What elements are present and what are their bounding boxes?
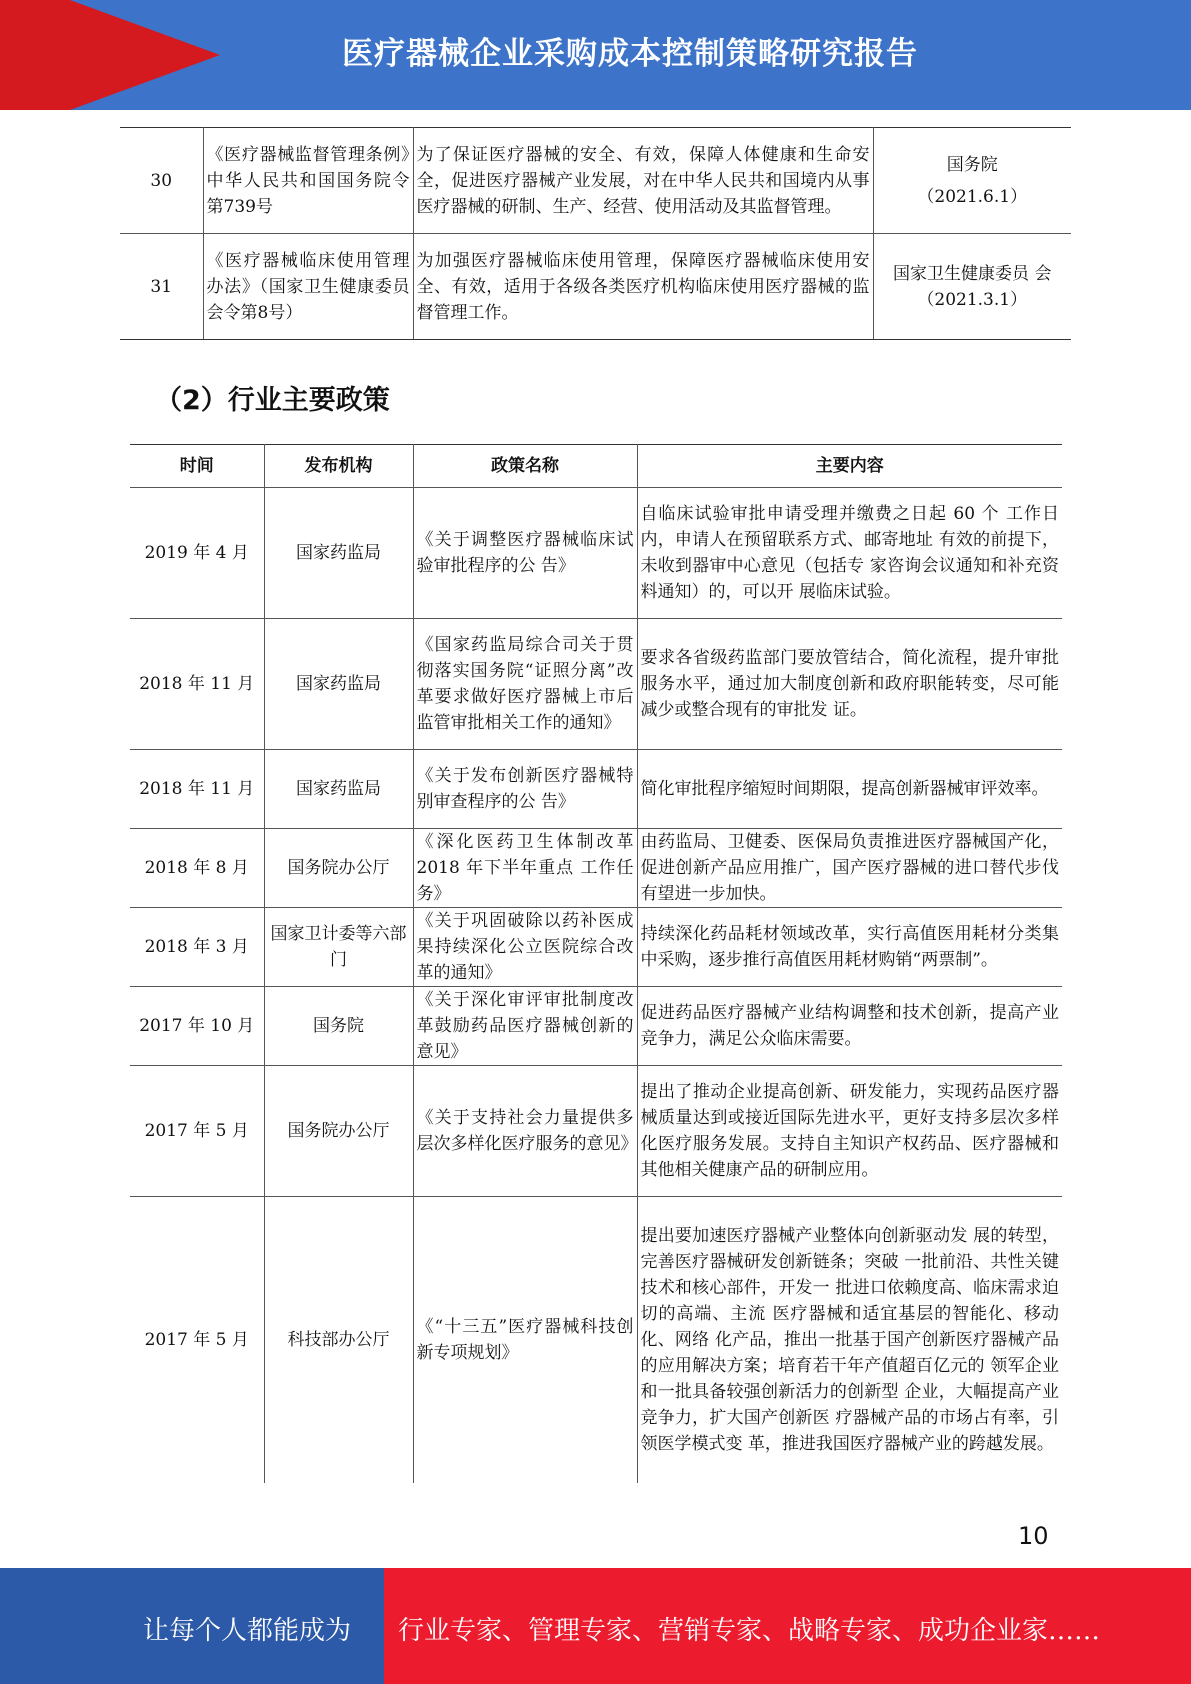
table-row xyxy=(130,987,1062,1066)
header-time: 时间 xyxy=(130,445,264,488)
regulation-agency-cell xyxy=(873,234,1071,340)
regulation-content: 为了保证医疗器械的安全、有效，保障人体健康和生命安全，促进医疗器械产业发展，对在中华人民共和国境内从事医疗器械的研制、生产、经营、使用活动及其监督管理。 xyxy=(413,128,873,234)
policy-name: 《“十三五”医疗器械科技创新专项规划》 xyxy=(413,1197,637,1483)
footer-right-text: 行业专家、管理专家、营销专家、战略专家、成功企业家…… xyxy=(398,1616,1101,1646)
header-policy: 政策名称 xyxy=(413,445,637,488)
regulation-table xyxy=(120,127,1071,340)
table-row xyxy=(130,619,1062,750)
regulation-agency: 国务院 xyxy=(946,154,998,175)
header-red-arrow xyxy=(70,0,220,110)
policy-time: 2018 年 11 月 xyxy=(130,619,264,750)
report-title: 医疗器械企业采购成本控制策略研究报告 xyxy=(342,36,918,72)
policy-org: 科技部办公厅 xyxy=(264,1197,413,1483)
policy-time: 2017 年 5 月 xyxy=(130,1066,264,1197)
header-org: 发布机构 xyxy=(264,445,413,488)
section-title: （2）行业主要政策 xyxy=(155,385,390,416)
table-row xyxy=(130,750,1062,829)
policy-org: 国家药监局 xyxy=(264,750,413,829)
policy-org: 国务院办公厅 xyxy=(264,829,413,908)
footer-left-text: 让每个人都能成为 xyxy=(143,1616,352,1646)
policy-content: 简化审批程序缩短时间期限，提高创新器械审评效率。 xyxy=(637,750,1062,829)
policy-content: 自临床试验审批申请受理并缴费之日起 60 个 工作日内，申请人在预留联系方式、邮寄地址 有效的前提下，未收到器审中心意见（包括专 家咨询会议通知和补充资料通知）的，可以开 展临床试验。 xyxy=(637,488,1062,619)
page-header xyxy=(0,0,1191,110)
policy-content: 由药监局、卫健委、医保局负责推进医疗器械国产化，促进创新产品应用推广，国产医疗器械的进口替代步伐有望进一步加快。 xyxy=(637,829,1062,908)
table-row xyxy=(120,234,1071,340)
table-header-row xyxy=(130,445,1062,488)
page-footer xyxy=(0,1568,1191,1684)
policy-content: 提出了推动企业提高创新、研发能力，实现药品医疗器械质量达到或接近国际先进水平，更好支持多层次多样化医疗服务发展。支持自主知识产权药品、医疗器械和其他相关健康产品的研制应用。 xyxy=(637,1066,1062,1197)
table-row xyxy=(130,829,1062,908)
policy-time: 2018 年 3 月 xyxy=(130,908,264,987)
policy-name: 《关于发布创新医疗器械特别审查程序的公 告》 xyxy=(413,750,637,829)
policy-name: 《关于巩固破除以药补医成果持续深化公立医院综合改革的通知》 xyxy=(413,908,637,987)
regulation-date: （2021.6.1） xyxy=(917,186,1028,207)
row-number: 31 xyxy=(120,234,203,340)
policy-org: 国务院 xyxy=(264,987,413,1066)
table-row xyxy=(130,908,1062,987)
regulation-agency: 国家卫生健康委员 会 xyxy=(893,263,1052,284)
policy-time: 2019 年 4 月 xyxy=(130,488,264,619)
header-red-block xyxy=(0,0,70,110)
policy-name: 《关于支持社会力量提供多层次多样化医疗服务的意见》 xyxy=(413,1066,637,1197)
table-row xyxy=(130,1197,1062,1483)
policy-name: 《深化医药卫生体制改革 2018 年下半年重点 工作任务》 xyxy=(413,829,637,908)
policy-org: 国家卫计委等六部门 xyxy=(264,908,413,987)
table-row xyxy=(130,1066,1062,1197)
policy-content: 促进药品医疗器械产业结构调整和技术创新，提高产业竞争力，满足公众临床需要。 xyxy=(637,987,1062,1066)
row-number: 30 xyxy=(120,128,203,234)
policy-content: 提出要加速医疗器械产业整体向创新驱动发 展的转型，完善医疗器械研发创新链条；突破 一批前沿、共性关键技术和核心部件，开发一 批进口依赖度高、临床需求迫切的高端、主流 医疗器械和适宜基层的智能化、移动化、网络 化产品，推出一批基于国产创新医疗器械产品 的应用解决方案；培育若干年产值超百亿元的 领军企业和一批具备较强创新活力的创新型 企业，大幅提高产业竞争力，扩大国产创新医 疗器械产品的市场占有率，引领医学模式变 革，推进我国医疗器械产业的跨越发展。 xyxy=(637,1197,1062,1483)
policy-name: 《关于调整医疗器械临床试验审批程序的公 告》 xyxy=(413,488,637,619)
policy-org: 国务院办公厅 xyxy=(264,1066,413,1197)
policy-table xyxy=(130,444,1062,1483)
policy-org: 国家药监局 xyxy=(264,488,413,619)
regulation-agency-cell xyxy=(873,128,1071,234)
policy-org: 国家药监局 xyxy=(264,619,413,750)
table-row xyxy=(120,128,1071,234)
policy-name: 《国家药监局综合司关于贯彻落实国务院“证照分离”改革要求做好医疗器械上市后监管审批相关工作的通知》 xyxy=(413,619,637,750)
policy-time: 2017 年 10 月 xyxy=(130,987,264,1066)
policy-content: 要求各省级药监部门要放管结合，简化流程，提升审批服务水平，通过加大制度创新和政府职能转变，尽可能减少或整合现有的审批发 证。 xyxy=(637,619,1062,750)
policy-time: 2017 年 5 月 xyxy=(130,1197,264,1483)
policy-time: 2018 年 8 月 xyxy=(130,829,264,908)
header-content: 主要内容 xyxy=(637,445,1062,488)
policy-content: 持续深化药品耗材领域改革，实行高值医用耗材分类集中采购，逐步推行高值医用耗材购销“两票制”。 xyxy=(637,908,1062,987)
regulation-name: 《医疗器械监督管理条例》中华人民共和国国务院令第739号 xyxy=(203,128,413,234)
regulation-date: （2021.3.1） xyxy=(917,289,1028,310)
regulation-content: 为加强医疗器械临床使用管理，保障医疗器械临床使用安全、有效，适用于各级各类医疗机构临床使用医疗器械的监督管理工作。 xyxy=(413,234,873,340)
policy-name: 《关于深化审评审批制度改革鼓励药品医疗器械创新的意见》 xyxy=(413,987,637,1066)
regulation-name: 《医疗器械临床使用管理办法》（国家卫生健康委员会令第8号） xyxy=(203,234,413,340)
policy-time: 2018 年 11 月 xyxy=(130,750,264,829)
table-row xyxy=(130,488,1062,619)
page-number: 10 xyxy=(1018,1522,1049,1550)
